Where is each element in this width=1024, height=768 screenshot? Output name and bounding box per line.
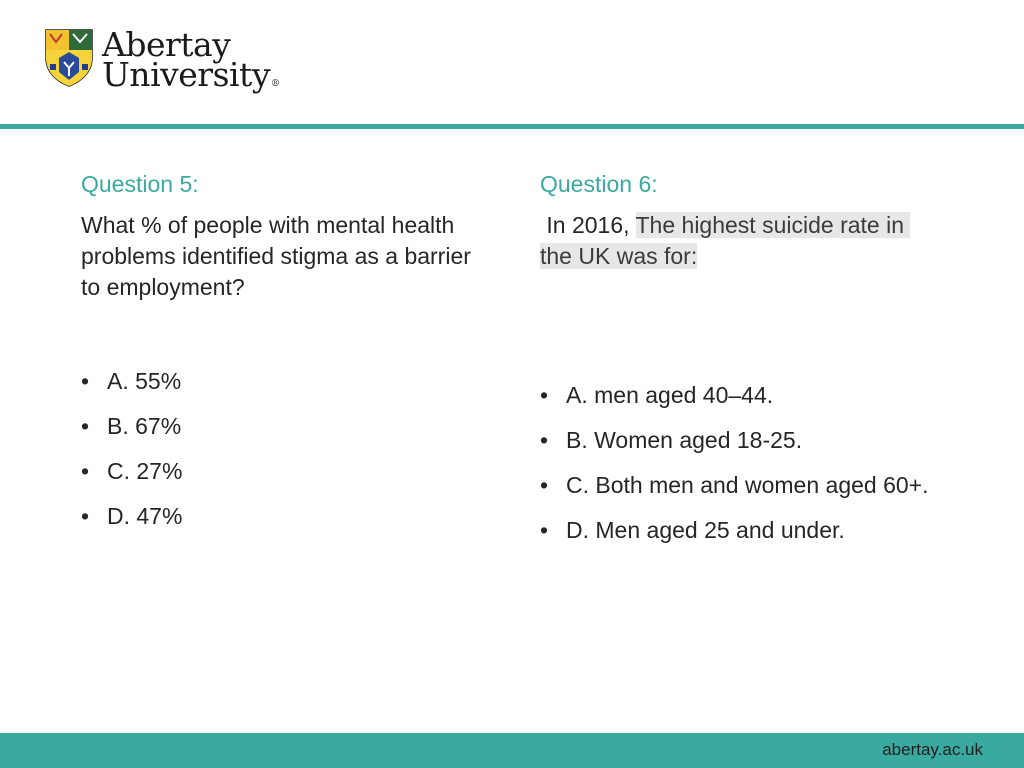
wordmark-line2-text: University <box>102 55 270 94</box>
question-6-options <box>540 380 930 560</box>
question-6-option-a: • A. men aged 40–44. <box>540 380 930 411</box>
wordmark-line1: Abertay <box>102 25 231 64</box>
question-5-column <box>81 170 481 529</box>
question-6-column <box>540 170 940 543</box>
university-wordmark <box>102 25 280 99</box>
footer-url: abertay.ac.uk <box>882 740 983 759</box>
question-6-option-c: • C. Both men and women aged 60+. <box>540 470 930 501</box>
registered-mark: ® <box>270 79 280 89</box>
question-6-text-highlight: The highest suicide rate in the UK was for: <box>540 212 911 269</box>
question-5-option-a: • A. 55% <box>81 366 481 397</box>
header <box>0 0 1024 125</box>
question-5-option-c: • C. 27% <box>81 456 481 487</box>
question-5-options <box>81 366 481 546</box>
question-5-option-d: • D. 47% <box>81 501 481 532</box>
question-5-title: Question 5: <box>81 171 199 197</box>
question-6-text <box>540 210 940 272</box>
question-5-option-b: • B. 67% <box>81 411 481 442</box>
footer-bar <box>0 733 1024 768</box>
university-logo <box>44 25 280 99</box>
question-6-option-b: • B. Women aged 18-25. <box>540 425 930 456</box>
wordmark-line2 <box>102 55 280 99</box>
question-6-title: Question 6: <box>540 171 658 197</box>
question-6-option-d: • D. Men aged 25 and under. <box>540 515 930 546</box>
question-6-text-prefix: In 2016, <box>540 212 636 238</box>
crest-icon <box>44 28 94 88</box>
header-divider <box>0 124 1024 129</box>
question-5-text: What % of people with mental health problems identified stigma as a barrier to employment? <box>81 212 471 300</box>
